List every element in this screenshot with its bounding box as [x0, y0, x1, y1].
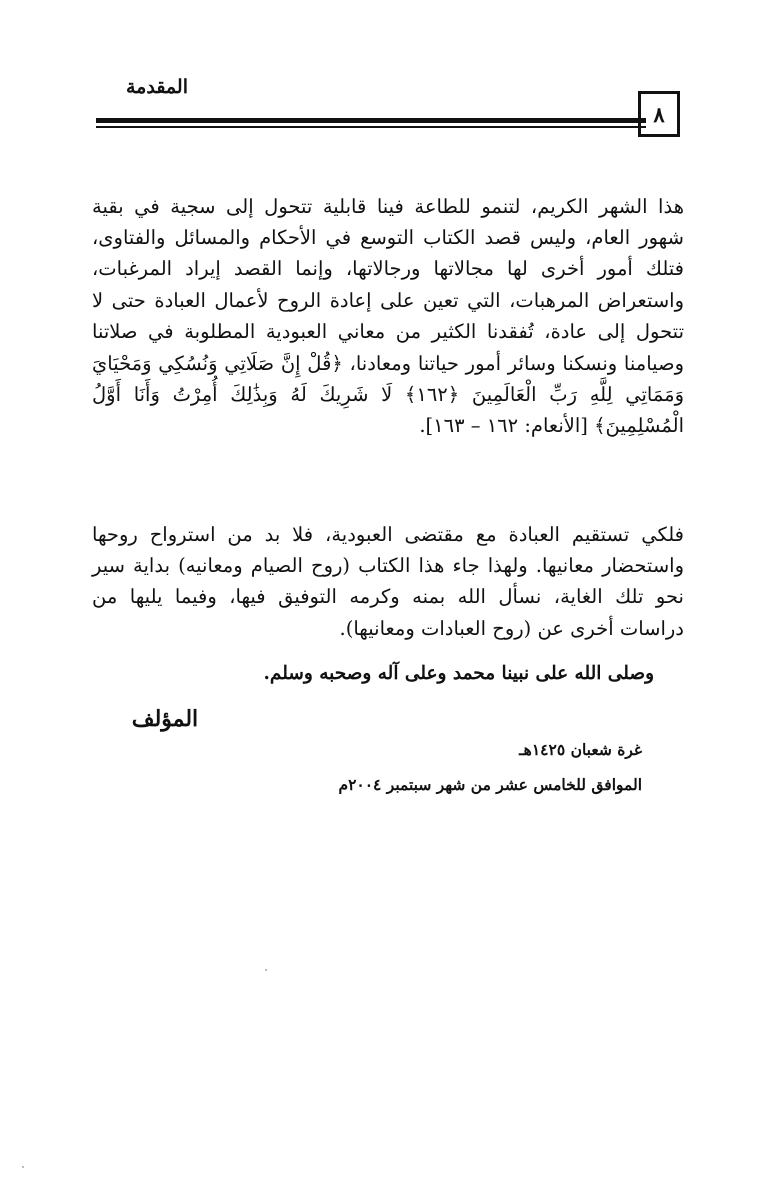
body-paragraph-2: فلكي تستقيم العبادة مع مقتضى العبودية، فلا بد من استرواح روحها واستحضار معانيها. ولهذا جاء هذا الكتاب (روح الصيام ومعانيه) بداية سير نحو تلك الغاية، نسأل الله بمنه وكرمه التوفيق فيها، وفيما يليها من دراسات أخرى عن (روح العبادات ومعانيها).	[92, 522, 684, 640]
header-rule-thick	[96, 118, 646, 123]
date-hijri: غرة شعبان ١٤٢٥هـ	[519, 740, 642, 759]
page-number: ٨	[638, 91, 680, 137]
closing-blessing: وصلى الله على نبينا محمد وعلى آله وصحبه وسلم.	[263, 663, 654, 684]
header-rule-thin	[96, 126, 646, 128]
scan-speck	[22, 1166, 24, 1168]
date-gregorian: الموافق للخامس عشر من شهر سبتمبر ٢٠٠٤م	[338, 775, 642, 794]
running-header-title: المقدمة	[125, 76, 188, 98]
body-paragraph-1: هذا الشهر الكريم، لتنمو للطاعة فينا قابلية تتحول إلى سجية في بقية شهور العام، وليس قصد الكتاب التوسع في الأحكام والمسائل والفتاوى، فتلك أمور أخرى لها مجالاتها ورجالاتها، وإنما القصد إيراد المرغبات، واستعراض المرهبات، التي تعين على إعادة الروح لأعمال العبادة حتى لا تتحول إلى عادة، تُفقدنا الكثير من معاني العبودية المطلوبة في صلاتنا وصيامنا ونسكنا وسائر أمور حياتنا ومعادنا، ﴿قُلْ إِنَّ صَلَاتِي وَنُسُكِي وَمَحْيَايَ وَمَمَاتِي لِلَّهِ رَبِّ الْعَالَمِينَ ﴿١٦٢﴾ لَا شَرِيكَ لَهُ وَبِذَٰلِكَ أُمِرْتُ وَأَنَا أَوَّلُ الْمُسْلِمِينَ﴾ [الأنعام: ١٦٢ – ١٦٣].	[92, 194, 684, 438]
author-label: المؤلف	[131, 706, 199, 732]
scan-speck	[265, 969, 267, 971]
